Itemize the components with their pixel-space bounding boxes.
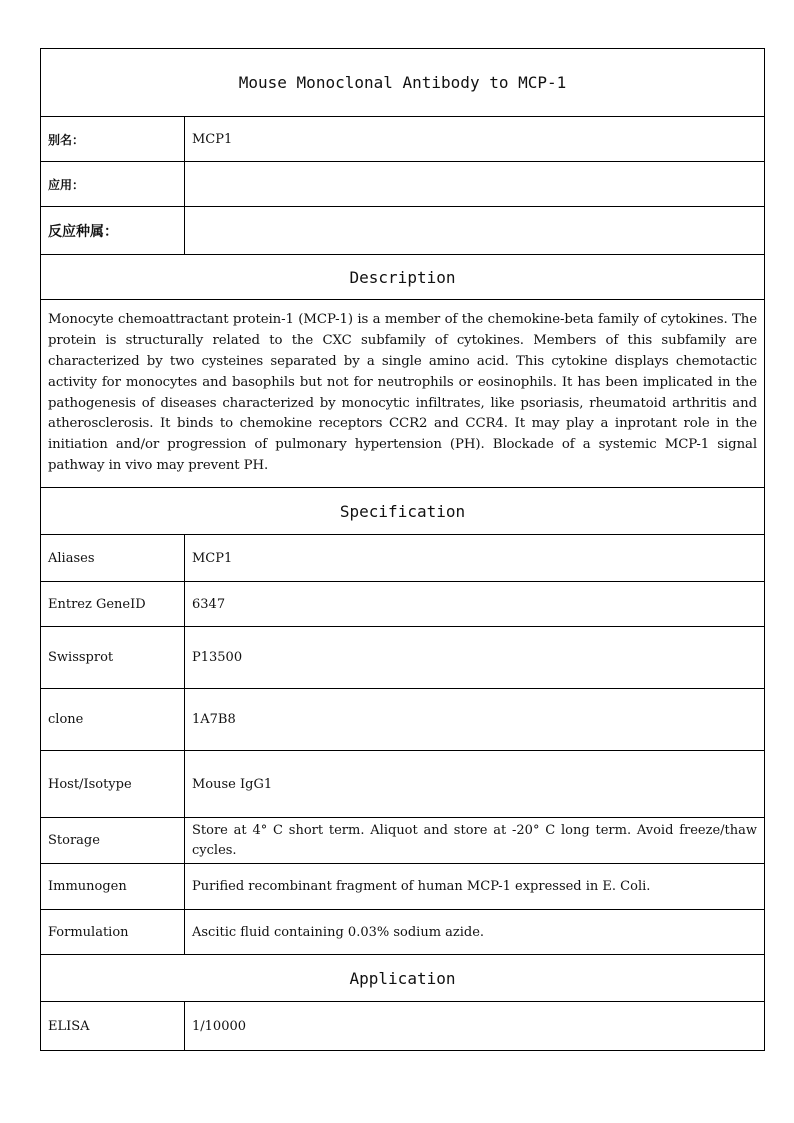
title-row bbox=[41, 49, 765, 117]
spec-row-swissprot bbox=[41, 627, 765, 689]
datasheet-table bbox=[40, 48, 765, 1051]
alias-cn-row bbox=[41, 117, 765, 162]
spec-row-clone bbox=[41, 689, 765, 751]
spec-value: Ascitic fluid containing 0.03% sodium azide. bbox=[185, 910, 765, 955]
application-cn-value bbox=[185, 162, 765, 207]
spec-label: Formulation bbox=[41, 910, 185, 955]
spec-row-immunogen bbox=[41, 864, 765, 910]
spec-value: Mouse IgG1 bbox=[185, 751, 765, 818]
spec-value: P13500 bbox=[185, 627, 765, 689]
spec-value: 6347 bbox=[185, 582, 765, 627]
application-label: ELISA bbox=[41, 1002, 185, 1051]
description-text: Monocyte chemoattractant protein-1 (MCP-1) is a member of the chemokine-beta family of cytokines. The protein is structurally related to the CXC subfamily of cytokines. Members of this subfamily are characterized by two cysteines separated by a single amino acid. This cytokine displays chemotactic activity for monocytes and basophils but not for neutrophils or eosinophils. It has been implicated in the pathogenesis of diseases characterized by monocytic infiltrates, like psoriasis, rheumatoid arthritis and atherosclerosis. It binds to chemokine receptors CCR2 and CCR4. It may play a inprotant role in the initiation and/or progression of pulmonary hypertension (PH). Blockade of a systemic MCP-1 signal pathway in vivo may prevent PH. bbox=[41, 300, 765, 488]
spec-label: Immunogen bbox=[41, 864, 185, 910]
application-cn-label: 应用： bbox=[41, 162, 185, 207]
spec-row-aliases bbox=[41, 535, 765, 582]
description-heading-row bbox=[41, 255, 765, 300]
specification-heading: Specification bbox=[41, 488, 765, 535]
spec-value: Purified recombinant fragment of human MCP-1 expressed in E. Coli. bbox=[185, 864, 765, 910]
alias-cn-value: MCP1 bbox=[185, 117, 765, 162]
spec-row-formulation bbox=[41, 910, 765, 955]
application-cn-row bbox=[41, 162, 765, 207]
spec-row-entrez bbox=[41, 582, 765, 627]
application-row-elisa bbox=[41, 1002, 765, 1051]
description-heading: Description bbox=[41, 255, 765, 300]
reactivity-cn-label: 反应种属： bbox=[41, 207, 185, 255]
spec-label: clone bbox=[41, 689, 185, 751]
spec-value: MCP1 bbox=[185, 535, 765, 582]
page-title: Mouse Monoclonal Antibody to MCP-1 bbox=[41, 49, 765, 117]
alias-cn-label: 别名： bbox=[41, 117, 185, 162]
reactivity-cn-value bbox=[185, 207, 765, 255]
description-row bbox=[41, 300, 765, 488]
spec-label: Aliases bbox=[41, 535, 185, 582]
spec-label: Entrez GeneID bbox=[41, 582, 185, 627]
specification-heading-row bbox=[41, 488, 765, 535]
application-heading: Application bbox=[41, 955, 765, 1002]
application-value: 1/10000 bbox=[185, 1002, 765, 1051]
reactivity-cn-row bbox=[41, 207, 765, 255]
spec-row-storage bbox=[41, 818, 765, 864]
spec-label: Host/Isotype bbox=[41, 751, 185, 818]
spec-value: 1A7B8 bbox=[185, 689, 765, 751]
spec-label: Storage bbox=[41, 818, 185, 864]
application-heading-row bbox=[41, 955, 765, 1002]
spec-row-host bbox=[41, 751, 765, 818]
spec-label: Swissprot bbox=[41, 627, 185, 689]
spec-value: Store at 4° C short term. Aliquot and store at -20° C long term. Avoid freeze/thaw cycles. bbox=[185, 818, 765, 864]
